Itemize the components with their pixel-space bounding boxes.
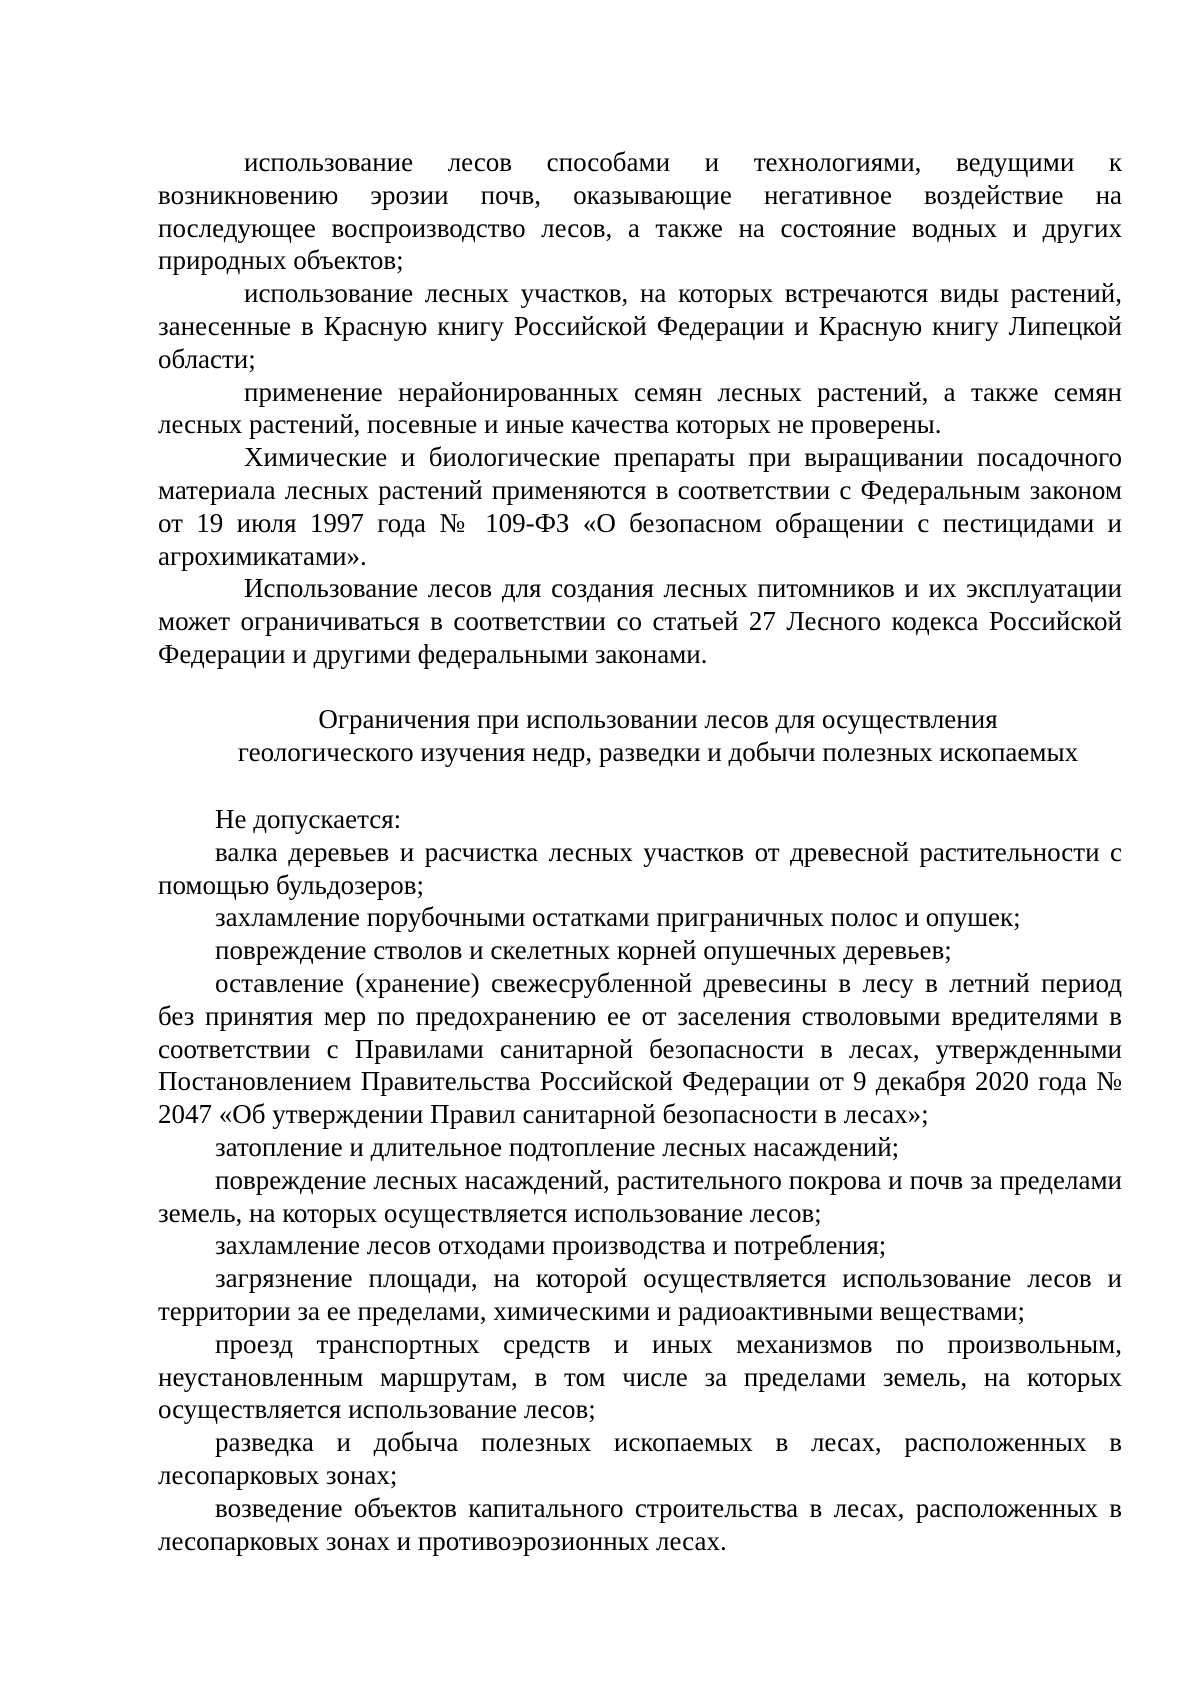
- section-geology-restrictions: [158, 803, 1122, 1557]
- list-item: повреждение стволов и скелетных корней опушечных деревьев;: [215, 935, 952, 966]
- list-item: повреждение лесных насаждений, растительного покрова и почв за пределами земель, на которых осуществляется использование лесов;: [158, 1164, 1122, 1228]
- list-item: загрязнение площади, на которой осуществляется использование лесов и территории за ее пределами, химическими и радиоактивными веществами;: [158, 1263, 1122, 1326]
- heading-line-2: геологического изучения недр, разведки и добычи полезных ископаемых: [237, 736, 1079, 767]
- list-item: проезд транспортных средств и иных механизмов по произвольным, неустановленным маршрутам, в том числе за пределами земель, на которых осуществляется использование лесов;: [158, 1328, 1122, 1425]
- paragraph: использование лесных участков, на которых встречаются виды растений, занесенные в Красную книгу Российской Федерации и Красную книгу Липецкой области;: [158, 278, 1122, 374]
- list-item: возведение объектов капитального строительства в лесах, расположенных в лесопарковых зонах и противоэрозионных лесах.: [158, 1492, 1122, 1556]
- list-item: затопление и длительное подтопление лесных насаждений;: [215, 1131, 900, 1162]
- paragraph: использование лесов способами и технологиями, ведущими к возникновению эрозии почв, оказывающие негативное воздействие на последующее воспроизводство лесов, а также на состояние водных и других природных объектов;: [158, 147, 1122, 276]
- list-item: оставление (хранение) свежесрубленной древесины в лесу в летний период без принятия мер по предохранению ее от заселения стволовыми вредителями в соответствии с Правилами санитарной безопасности в лесах, утвержденными Постановлением Правительства Российской Федерации от 9 декабря 2020 года № 2047 «Об утверждении Правил санитарной безопасности в лесах»;: [158, 967, 1122, 1130]
- list-item: захламление лесов отходами производства и потребления;: [215, 1230, 887, 1261]
- paragraph: применение нерайонированных семян лесных растений, а также семян лесных растений, посевные и иные качества которых не проверены.: [158, 376, 1122, 440]
- list-item: валка деревьев и расчистка лесных участков от древесной растительности с помощью бульдозеров;: [158, 836, 1122, 900]
- section-heading: [158, 703, 1122, 769]
- intro-text: Не допускается:: [215, 804, 402, 834]
- list-item: захламление порубочными остатками приграничных полос и опушек;: [215, 902, 1021, 933]
- section-permitted-restrictions: [158, 146, 1122, 671]
- paragraph: Использование лесов для создания лесных питомников и их эксплуатации может ограничиваться в соответствии со статьей 27 Лесного кодекса Российской Федерации и другими федеральными законами.: [158, 573, 1122, 669]
- heading-line-1: Ограничения при использовании лесов для осуществления: [318, 704, 998, 734]
- paragraph: Химические и биологические препараты при выращивании посадочного материала лесных растений применяются в соответствии с Федеральным законом от 19 июля 1997 года № 109-ФЗ «О безопасном обращении с пестицидами и агрохимикатами».: [158, 442, 1122, 571]
- list-item: разведка и добыча полезных ископаемых в лесах, расположенных в лесопарковых зонах;: [158, 1427, 1122, 1490]
